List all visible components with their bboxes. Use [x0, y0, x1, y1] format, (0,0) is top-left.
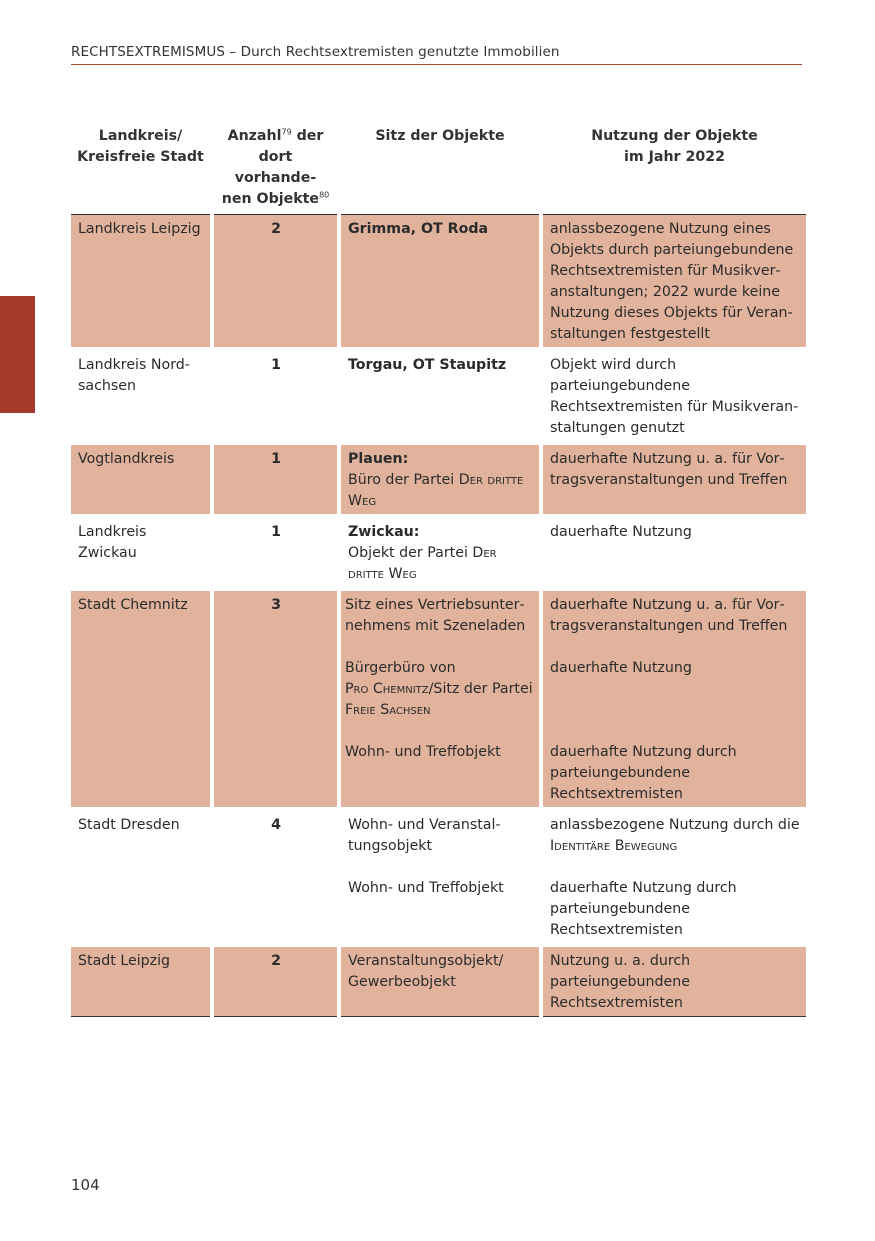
usage-entry: dauerhafte Nutzung [550, 660, 692, 676]
district-cell: Landkreis Nordsachsen [71, 351, 210, 445]
district-cell: Stadt Dresden [71, 811, 210, 947]
table-row [71, 215, 806, 351]
column-header-district: Landkreis/ Kreisfreie Stadt [71, 120, 210, 215]
location-text: Objekt der Partei [348, 545, 473, 561]
count-cell: 2 [214, 947, 337, 1017]
page-number: 104 [71, 1176, 100, 1194]
usage-cell: anlassbezogene Nutzung eines Objekts durch parteiungebundene Rechtsextremisten für Musikveranstaltungen; 2022 wurde keine Nutzung dieses Objekts für Veranstaltungen festgestellt [543, 215, 806, 351]
column-header-location: Sitz der Objekte [341, 120, 539, 215]
group-name: Identitäre Bewegung [550, 838, 678, 854]
properties-table [67, 120, 810, 1017]
count-cell: 1 [214, 445, 337, 518]
location-cell: Grimma, OT Roda [341, 215, 539, 351]
count-cell: 1 [214, 518, 337, 591]
district-cell: Landkreis Zwickau [71, 518, 210, 591]
party-name: Der dritte Weg [348, 545, 497, 582]
location-cell: Sitz eines Vertriebsunternehmens mit Szeneladen Bürgerbüro von Pro Chemnitz/Sitz der Partei Freie Sachsen Wohn- und Treffobjekt [341, 591, 539, 811]
column-header-usage: Nutzung der Objekte im Jahr 2022 [543, 120, 806, 215]
running-header: RECHTSEXTREMISMUS – Durch Rechtsextremisten genutzte Immobilien [71, 44, 802, 65]
usage-cell [543, 591, 806, 811]
table-row [71, 947, 806, 1017]
footnote-ref: 79 [281, 127, 292, 137]
location-entry: Sitz eines Vertriebsunternehmens mit Szeneladen [345, 597, 526, 634]
party-name: Pro Chemnitz [345, 681, 429, 697]
footnote-ref: 80 [319, 190, 330, 200]
party-name: Freie Sachsen [345, 702, 431, 718]
table-row [71, 445, 806, 518]
location-cell: Torgau, OT Staupitz [341, 351, 539, 445]
count-cell: 1 [214, 351, 337, 445]
table-row [71, 518, 806, 591]
count-cell: 3 [214, 591, 337, 811]
party-name: Der dritte Weg [348, 472, 524, 509]
district-cell: Landkreis Leipzig [71, 215, 210, 351]
location-title: Zwickau: [348, 524, 420, 540]
usage-entry: dauerhafte Nutzung durch parteiungebundene Rechtsextremisten [550, 880, 737, 938]
usage-cell: dauerhafte Nutzung [543, 518, 806, 591]
location-cell [341, 811, 539, 947]
column-header-count: Anzahl$^{79}$ der dort vorhande- nen Objekte$^{80}$ [214, 120, 337, 215]
chapter-side-tab [0, 296, 35, 413]
usage-cell: dauerhafte Nutzung u. a. für Vortragsveranstaltungen und Treffen [543, 445, 806, 518]
district-cell: Vogtlandkreis [71, 445, 210, 518]
usage-cell: Objekt wird durch parteiungebundene Rechtsextremisten für Musikveranstaltungen genutzt [543, 351, 806, 445]
usage-entry: anlassbezogene Nutzung durch die [550, 817, 800, 833]
table-row [71, 351, 806, 445]
usage-cell [543, 811, 806, 947]
district-cell: Stadt Leipzig [71, 947, 210, 1017]
table-row [71, 811, 806, 947]
location-text: Büro der Partei [348, 472, 459, 488]
location-entry: Wohn- und Treffobjekt [348, 880, 504, 896]
location-entry: Wohn- und Treffobjekt [345, 744, 501, 760]
count-cell: 2 [214, 215, 337, 351]
table-header-row [71, 120, 806, 215]
table-row [71, 591, 806, 811]
location-cell: Veranstaltungsobjekt/ Gewerbeobjekt [341, 947, 539, 1017]
location-cell [341, 518, 539, 591]
location-cell [341, 445, 539, 518]
location-title: Plauen: [348, 451, 409, 467]
district-cell: Stadt Chemnitz [71, 591, 210, 811]
usage-entry: dauerhafte Nutzung u. a. für Vortragsveranstaltungen und Treffen [550, 597, 788, 634]
count-cell: 4 [214, 811, 337, 947]
usage-entry: dauerhafte Nutzung durch parteiungebundene Rechtsextremisten [550, 744, 737, 802]
location-entry: Wohn- und Veranstaltungsobjekt [348, 817, 501, 854]
usage-cell: Nutzung u. a. durch parteiungebundene Rechtsextremisten [543, 947, 806, 1017]
location-entry: Bürgerbüro von [345, 660, 456, 676]
